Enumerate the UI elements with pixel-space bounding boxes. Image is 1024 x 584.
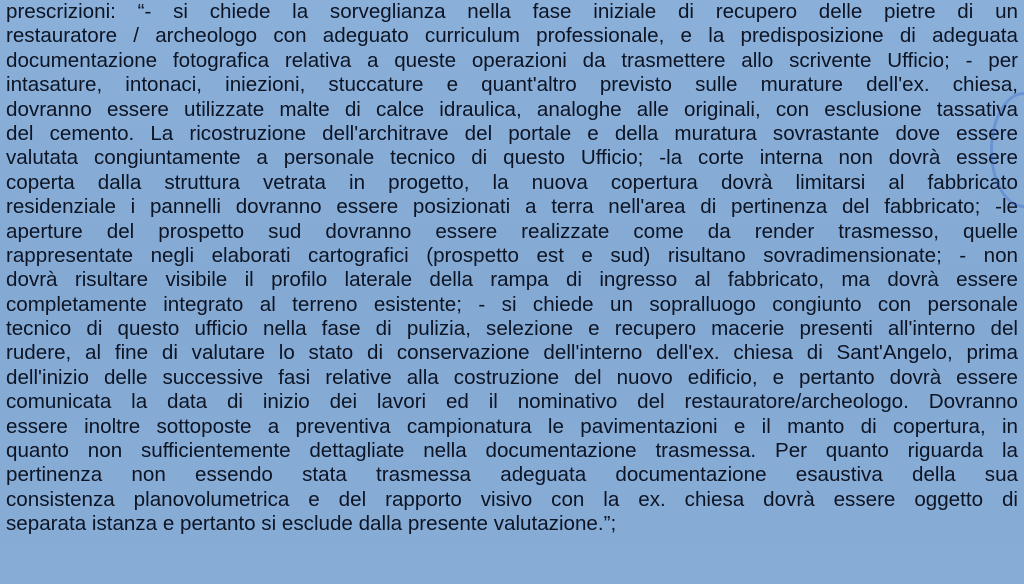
- document-body: [6, 0, 1018, 537]
- text-line-16: dell'inizio delle successive fasi relative alla costruzione del nuovo edificio, e pertanto dovrà essere: [6, 365, 1018, 389]
- text-line-1: prescrizioni: “- si chiede la sorveglianza nella fase iniziale di recupero delle pietre di un: [6, 0, 1018, 23]
- text-line-14: tecnico di questo ufficio nella fase di pulizia, selezione e recupero macerie presenti all'interno del: [6, 317, 1018, 341]
- text-line-12: dovrà risultare visibile il profilo laterale della rampa di ingresso al fabbricato, ma dovrà essere: [6, 268, 1018, 292]
- text-line-9: residenziale i pannelli dovranno essere posizionati a terra nell'area di pertinenza del fabbricato; -le: [6, 195, 1018, 219]
- text-line-18: essere inoltre sottoposte a preventiva campionatura le pavimentazioni e il manto di copertura, in: [6, 414, 1018, 438]
- text-line-7: valutata congiuntamente a personale tecnico di questo Ufficio; -la corte interna non dovrà essere: [6, 146, 1018, 170]
- text-line-13: completamente integrato al terreno esistente; - si chiede un sopralluogo congiunto con personale: [6, 292, 1018, 316]
- text-line-3: documentazione fotografica relativa a queste operazioni da trasmettere allo scrivente Ufficio; - per: [6, 48, 1018, 72]
- text-line-22: separata istanza e pertanto si esclude dalla presente valutazione.”;: [6, 512, 617, 536]
- text-line-19: quanto non sufficientemente dettagliate nella documentazione trasmessa. Per quanto riguarda la: [6, 439, 1018, 463]
- text-line-11: rappresentate negli elaborati cartografici (prospetto est e sud) risultano sovradimensionate; - non: [6, 243, 1018, 267]
- text-line-2: restauratore / archeologo con adeguato curriculum professionale, e la predisposizione di adeguata: [6, 24, 1018, 48]
- text-line-20: pertinenza non essendo stata trasmessa adeguata documentazione esaustiva della sua: [6, 463, 1018, 487]
- text-line-15: rudere, al fine di valutare lo stato di conservazione dell'interno dell'ex. chiesa di Sant'Angelo, prima: [6, 341, 1018, 365]
- text-line-17: comunicata la data di inizio dei lavori ed il nominativo del restauratore/archeologo. Dovranno: [6, 390, 1018, 414]
- text-line-10: aperture del prospetto sud dovranno essere realizzate come da render trasmesso, quelle: [6, 219, 1018, 243]
- text-line-8: coperta dalla struttura vetrata in progetto, la nuova copertura dovrà limitarsi al fabbricato: [6, 170, 1018, 194]
- text-line-4: intasature, intonaci, iniezioni, stuccature e quant'altro previsto sulle murature dell'ex. chiesa,: [6, 73, 1018, 97]
- text-line-21: consistenza planovolumetrica e del rapporto visivo con la ex. chiesa dovrà essere oggetto di: [6, 487, 1018, 511]
- text-line-5: dovranno essere utilizzate malte di calce idraulica, analoghe alle originali, con esclusione tassativa: [6, 97, 1018, 121]
- text-line-6: del cemento. La ricostruzione dell'architrave del portale e della muratura sovrastante dove essere: [6, 121, 1018, 145]
